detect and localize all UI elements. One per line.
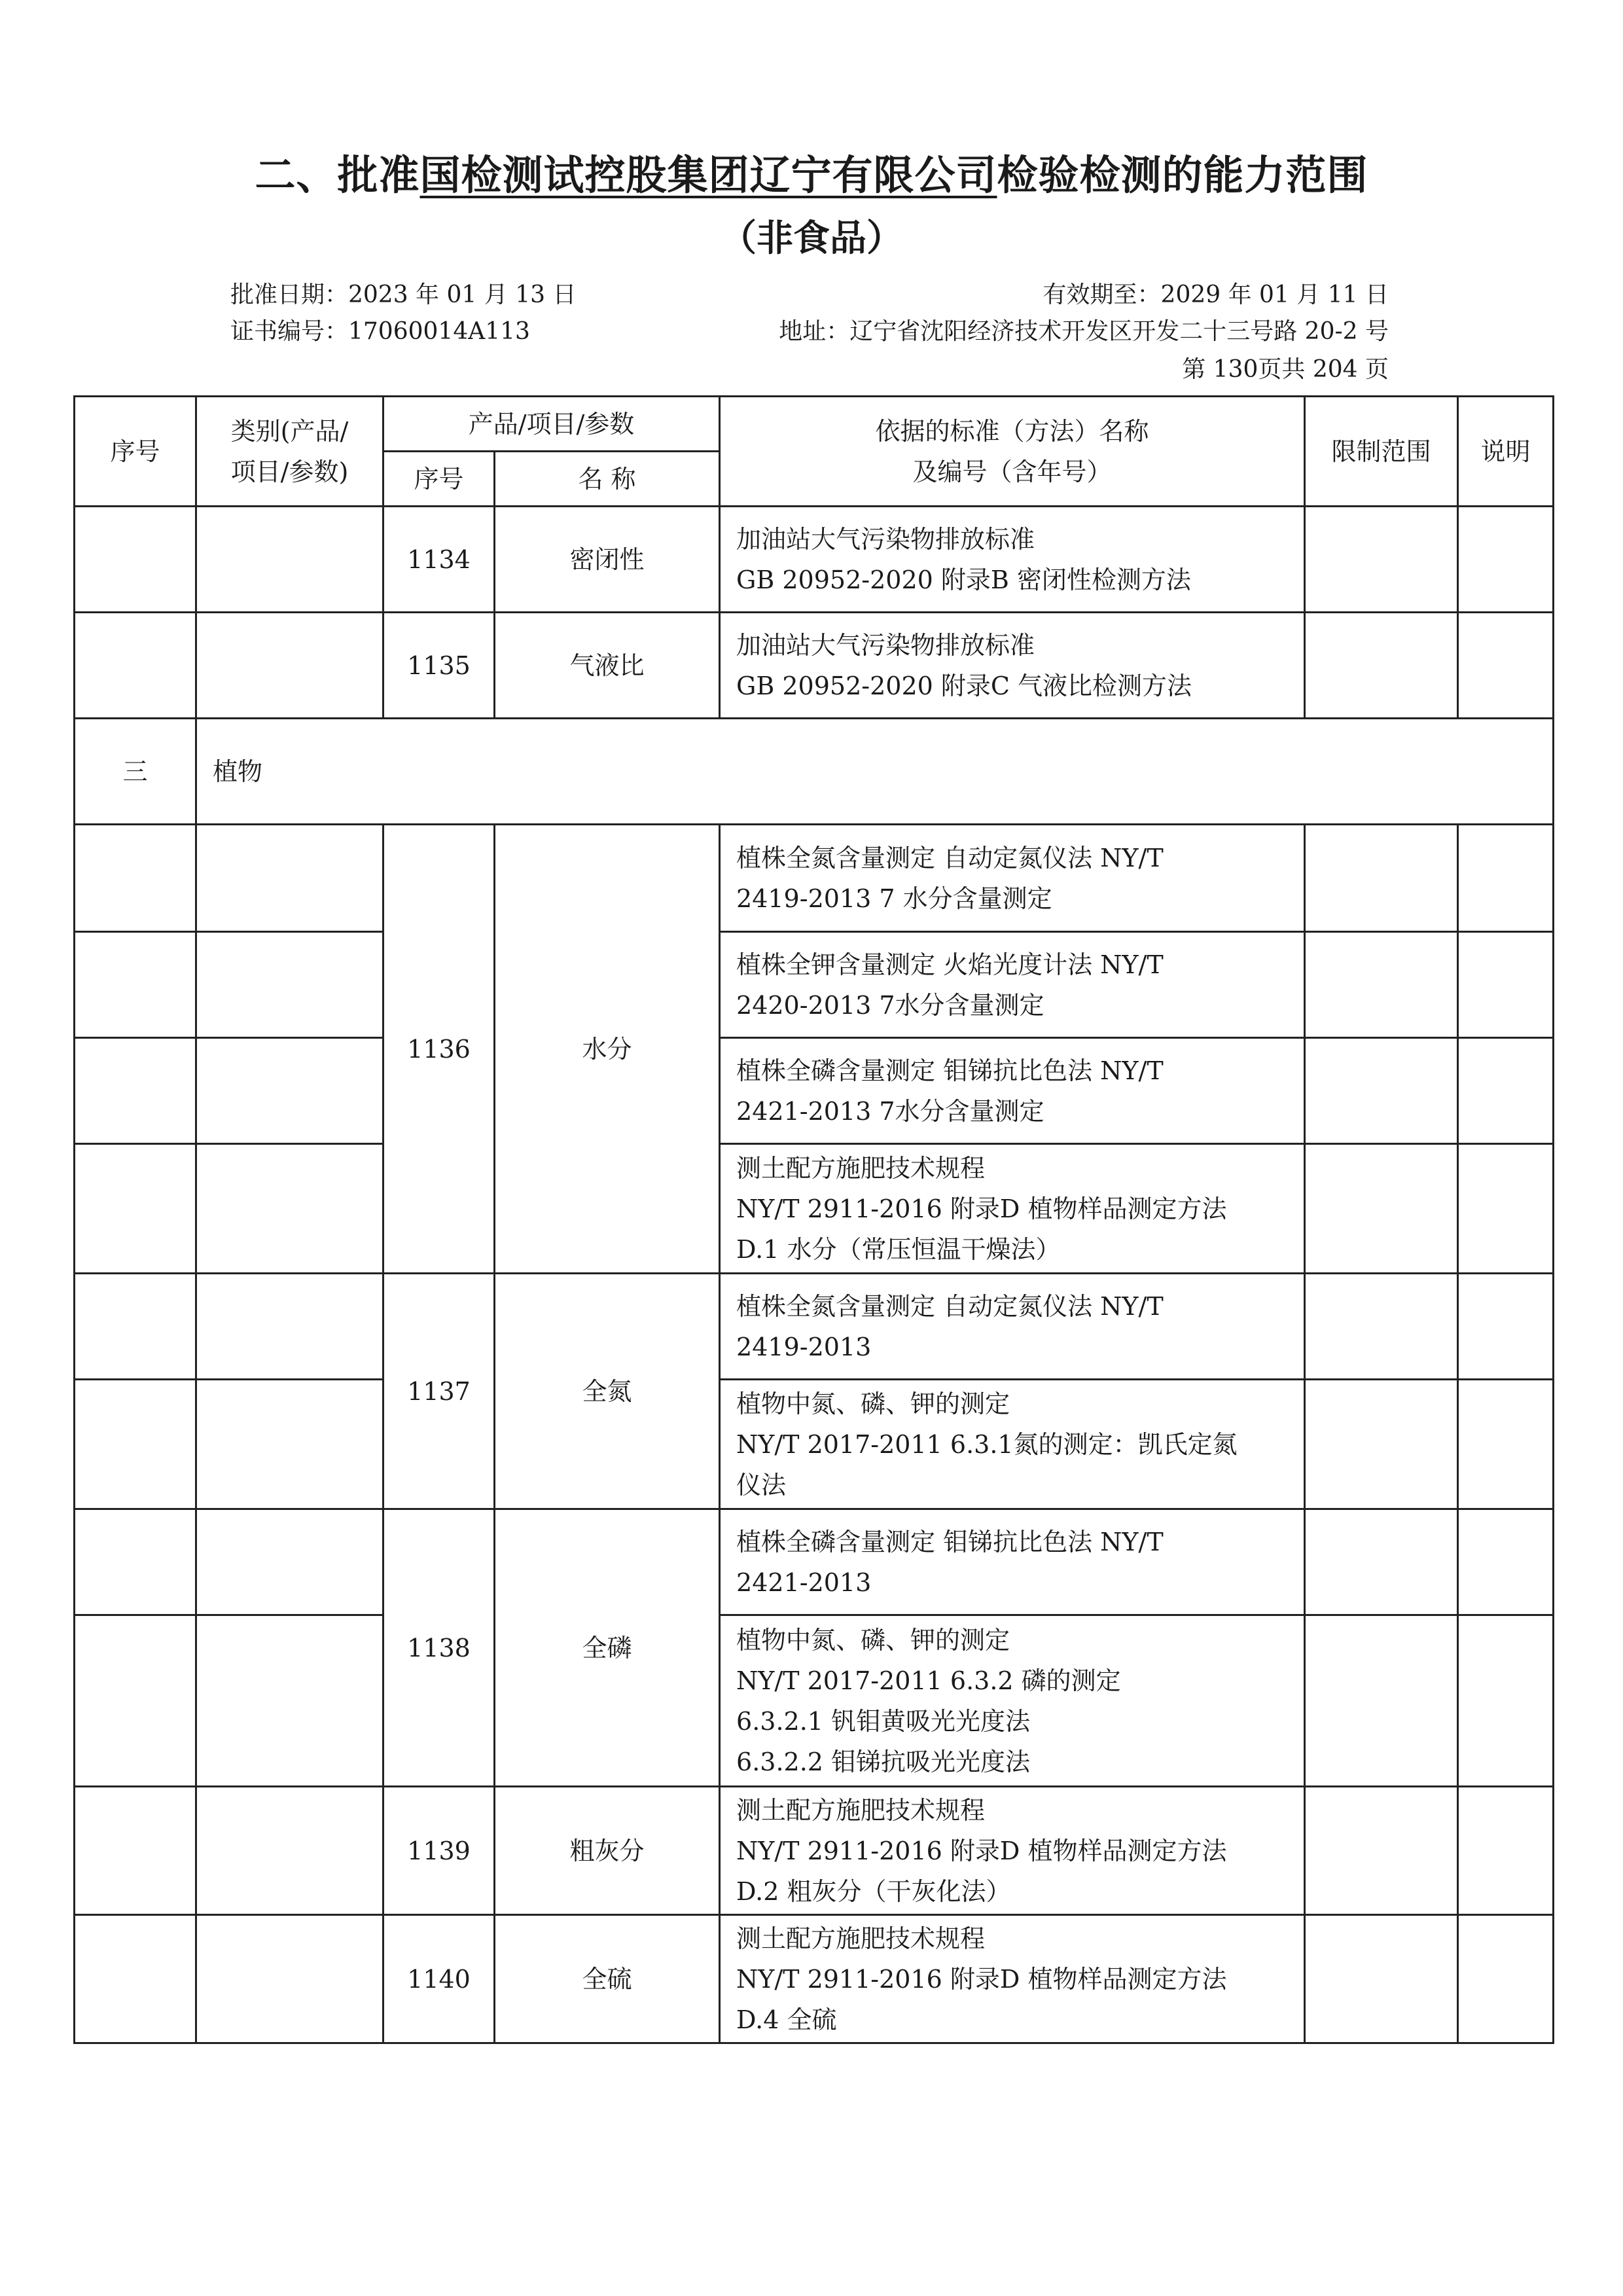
header-standard-line1: 依据的标准（方法）名称 bbox=[875, 416, 1149, 446]
header-category-line2: 项目/参数) bbox=[230, 457, 349, 486]
item-standard: 植物中氮、磷、钾的测定 NY/T 2017-2011 6.3.1氮的测定：凯氏定氮 仪法 bbox=[720, 1380, 1305, 1509]
table-row bbox=[75, 1038, 1554, 1144]
title-organization: 国检测试控股集团辽宁有限公司 bbox=[419, 151, 997, 199]
header-seq: 序号 bbox=[75, 397, 196, 507]
item-standard: 测土配方施肥技术规程 NY/T 2911-2016 附录D 植物样品测定方法 D.2 粗灰分（干灰化法） bbox=[720, 1787, 1305, 1915]
table-row bbox=[75, 1144, 1554, 1274]
item-seq: 1140 bbox=[383, 1915, 495, 2043]
item-standard: 植株全钾含量测定 火焰光度计法 NY/T 2420-2013 7水分含量测定 bbox=[720, 932, 1305, 1038]
table-row bbox=[75, 825, 1554, 932]
item-seq: 1134 bbox=[383, 507, 495, 613]
table-row bbox=[75, 1615, 1554, 1787]
item-seq: 1136 bbox=[383, 825, 495, 1274]
item-standard: 植株全磷含量测定 钼锑抗比色法 NY/T 2421-2013 7水分含量测定 bbox=[720, 1038, 1305, 1144]
document-subtitle: （非食品） bbox=[720, 217, 903, 260]
table-row bbox=[75, 1274, 1554, 1380]
item-name: 全硫 bbox=[495, 1915, 720, 2043]
section-seq: 三 bbox=[75, 719, 196, 825]
item-name: 密闭性 bbox=[495, 507, 720, 613]
section-name: 植物 bbox=[196, 719, 1554, 825]
header-row bbox=[75, 397, 1554, 452]
title-prefix: 二、批准 bbox=[255, 151, 420, 199]
table-row bbox=[75, 1509, 1554, 1615]
header-product-group: 产品/项目/参数 bbox=[383, 397, 720, 452]
item-standard: 植株全磷含量测定 钼锑抗比色法 NY/T 2421-2013 bbox=[720, 1509, 1305, 1615]
page-info: 第 130页共 204 页 bbox=[1182, 356, 1389, 383]
item-standard: 植株全氮含量测定 自动定氮仪法 NY/T 2419-2013 bbox=[720, 1274, 1305, 1380]
header-category bbox=[196, 397, 383, 507]
item-name: 气液比 bbox=[495, 613, 720, 719]
address: 地址：辽宁省沈阳经济技术开发区开发二十三号路 20-2 号 bbox=[779, 318, 1389, 345]
item-seq: 1139 bbox=[383, 1787, 495, 1915]
item-seq: 1137 bbox=[383, 1274, 495, 1509]
table-row bbox=[75, 1787, 1554, 1915]
item-standard: 植物中氮、磷、钾的测定 NY/T 2017-2011 6.3.2 磷的测定 6.3.2.1 钒钼黄吸光光度法 6.3.2.2 钼锑抗吸光光度法 bbox=[720, 1615, 1305, 1787]
table-row bbox=[75, 932, 1554, 1038]
valid-until: 有效期至：2029 年 01 月 11 日 bbox=[1043, 281, 1389, 308]
item-standard: 加油站大气污染物排放标准 GB 20952-2020 附录B 密闭性检测方法 bbox=[720, 507, 1305, 613]
approval-date: 批准日期：2023 年 01 月 13 日 bbox=[230, 281, 577, 308]
title-suffix: 检验检测的能力范围 bbox=[997, 151, 1368, 199]
item-name: 全氮 bbox=[495, 1274, 720, 1509]
item-standard: 加油站大气污染物排放标准 GB 20952-2020 附录C 气液比检测方法 bbox=[720, 613, 1305, 719]
header-sub-name: 名 称 bbox=[495, 452, 720, 507]
header-category-line1: 类别(产品/ bbox=[230, 416, 349, 446]
table-row bbox=[75, 1380, 1554, 1509]
item-standard: 测土配方施肥技术规程 NY/T 2911-2016 附录D 植物样品测定方法 D.1 水分（常压恒温干燥法） bbox=[720, 1144, 1305, 1274]
table-row bbox=[75, 1915, 1554, 2043]
header-sub-seq: 序号 bbox=[383, 452, 495, 507]
header-standard bbox=[720, 397, 1305, 507]
item-name: 水分 bbox=[495, 825, 720, 1274]
header-standard-line2: 及编号（含年号） bbox=[912, 457, 1112, 486]
table-row bbox=[75, 507, 1554, 613]
item-name: 全磷 bbox=[495, 1509, 720, 1787]
item-standard: 测土配方施肥技术规程 NY/T 2911-2016 附录D 植物样品测定方法 D.4 全硫 bbox=[720, 1915, 1305, 2043]
certificate-number: 证书编号：17060014A113 bbox=[230, 318, 530, 345]
header-note: 说明 bbox=[1458, 397, 1554, 507]
item-seq: 1138 bbox=[383, 1509, 495, 1787]
item-name: 粗灰分 bbox=[495, 1787, 720, 1915]
item-seq: 1135 bbox=[383, 613, 495, 719]
document-title bbox=[0, 143, 1623, 201]
capability-table bbox=[73, 395, 1554, 2044]
item-standard: 植株全氮含量测定 自动定氮仪法 NY/T 2419-2013 7 水分含量测定 bbox=[720, 825, 1305, 932]
header-limit: 限制范围 bbox=[1305, 397, 1458, 507]
table-row bbox=[75, 613, 1554, 719]
section-row bbox=[75, 719, 1554, 825]
